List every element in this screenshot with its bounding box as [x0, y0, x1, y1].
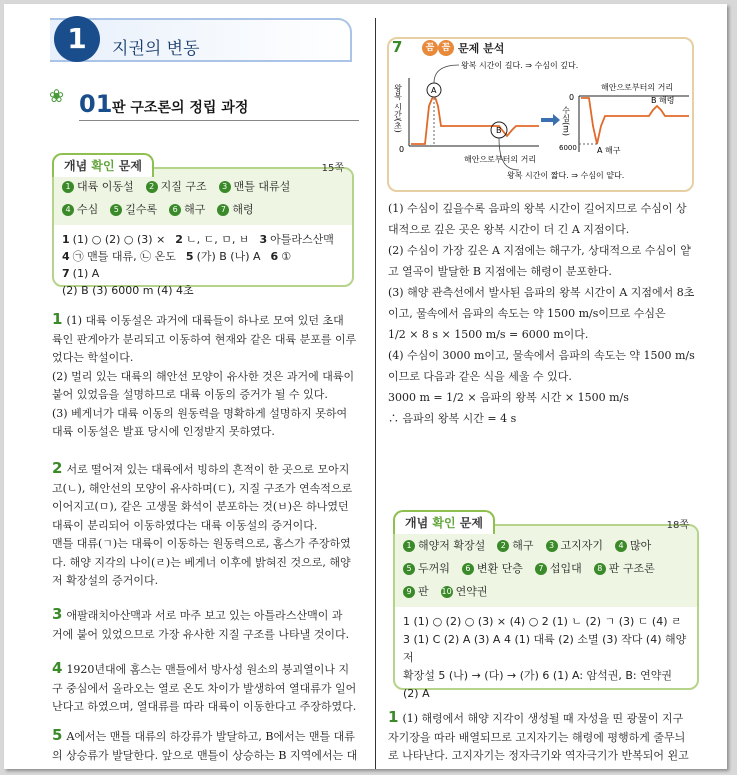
text-line [52, 405, 358, 424]
keyword-text: 연약권 [455, 585, 488, 598]
keyword-item [219, 178, 291, 194]
line-text: 서로 떨어져 있는 대륙에서 빙하의 흔적이 한 곳으로 모아지 [66, 463, 350, 476]
keyword-item [615, 537, 651, 553]
text-line [52, 331, 358, 350]
right-y-tick: 6000 [559, 144, 577, 152]
line-text: 고(ㄴ), 해안선의 모양이 유사하며(ㄷ), 지질 구조가 연속적으로 [52, 481, 353, 495]
line-text: 었다는 학설이다. [52, 351, 134, 364]
text-line [52, 517, 358, 536]
keyword-number: 2 [497, 540, 509, 552]
question-1-explanation [388, 708, 708, 766]
text-line [52, 605, 358, 626]
answer-item [62, 248, 176, 265]
answer-explanation [52, 605, 358, 644]
line-text: 저 확장설의 증거이다. [52, 574, 159, 587]
keyword-item [62, 178, 134, 194]
keyword-number: 1 [62, 181, 74, 193]
answer-explanation [52, 459, 358, 591]
text-line: 1/2 × 8 s × 1500 m/s = 6000 m이다. [388, 328, 589, 341]
question-number: 2 [52, 459, 63, 477]
question-number: 1 [52, 310, 63, 328]
keyword-number: 1 [403, 540, 415, 552]
keyword-number: 2 [146, 181, 158, 193]
answer-number: 7 [62, 267, 70, 280]
text-line [52, 554, 358, 573]
answer-list [54, 225, 352, 305]
text-line: (2) 수심이 가장 깊은 A 지점에는 해구가, 상대적으로 수심이 얕 [388, 244, 691, 257]
line-text: A에서는 맨틀 대류의 하강류가 발달하고, B에서는 맨틀 대류 [66, 730, 355, 743]
keyword-text: 해령 [232, 203, 254, 216]
keyword-number: 7 [217, 204, 229, 216]
keyword-item [535, 560, 582, 576]
question-number: 3 [52, 605, 63, 623]
text-line: 이므로 다음과 같은 식을 세울 수 있다. [388, 370, 572, 383]
text-line [388, 708, 708, 729]
keyword-list [395, 526, 697, 607]
text-line: 대적으로 깊은 곳은 왕복 시간이 더 긴 A 지점이다. [388, 223, 630, 236]
text-line [388, 747, 708, 766]
keyword-number: 4 [615, 540, 627, 552]
keyword-item [546, 537, 604, 553]
arrow-right-icon [541, 114, 560, 126]
answer-number: 2 [175, 233, 183, 246]
text-line: ∴ 음파의 왕복 시간 = 4 s [388, 412, 517, 425]
answer-item [62, 231, 165, 248]
tag-badge: 꼼 [422, 40, 438, 56]
keyword-number: 4 [62, 204, 74, 216]
keyword-item [217, 201, 253, 217]
keyword-text: 많아 [630, 539, 652, 552]
left-y-label: 왕복 시간(초) [393, 84, 403, 133]
keyword-number: 5 [110, 204, 122, 216]
left-curve [411, 94, 539, 144]
answer-text: (1) ○ (2) ○ (3) × [72, 233, 166, 246]
answer-explanation [52, 310, 358, 442]
question-number: 5 [52, 726, 63, 744]
trench-label: A 해구 [597, 146, 621, 155]
keyword-number: 6 [169, 204, 181, 216]
keyword-item [594, 560, 655, 576]
question-number: 4 [52, 659, 63, 677]
answer-line: (2) A [403, 687, 430, 700]
keyword-number: 3 [546, 540, 558, 552]
top-note-arrow [434, 65, 459, 83]
chapter-number: 1 [54, 16, 100, 62]
keyword-text: 고지자기 [560, 539, 604, 552]
answer-item [186, 248, 261, 265]
question-7-explanation [388, 198, 708, 429]
text-line [52, 659, 358, 680]
text-line [52, 535, 358, 554]
answer-list [395, 607, 697, 709]
keyword-number: 6 [462, 563, 474, 575]
text-line [52, 459, 358, 480]
text-line [52, 349, 358, 368]
keyword-number: 9 [403, 586, 415, 598]
answer-explanation [52, 659, 358, 717]
keyword-text: 두꺼워 [418, 562, 450, 575]
text-line [52, 726, 358, 747]
answer-line: (2) B (3) 6000 m (4) 4초 [62, 284, 194, 297]
line-text: 맨틀 대류(ㄱ)는 대륙이 이동하는 원동력으로, 홈스가 주장하였 [52, 537, 351, 550]
keyword-number: 10 [441, 587, 452, 596]
answer-text: 아틀라스산맥 [270, 233, 334, 246]
keyword-item [462, 560, 523, 576]
sonar-diagram [389, 56, 694, 191]
line-text: (1) 해령에서 해양 지각이 생성될 때 자성을 띤 광물이 지구 [402, 712, 684, 725]
line-text: 로 나타난다. 고지자기는 정자극기와 역자극기가 반복되어 왼고 [388, 749, 689, 762]
point-a-label: A [431, 86, 437, 95]
keyword-item [497, 537, 533, 553]
keyword-text: 판 [418, 585, 429, 598]
point-b-label: B [496, 126, 502, 135]
analysis-label: 문제 분석 [458, 42, 505, 55]
reference-page: 18쪽 [666, 520, 689, 531]
line-text: (1) 대륙 이동설은 과거에 대륙들이 하나로 모여 있던 초대 [66, 314, 344, 327]
text-line [52, 572, 358, 591]
keyword-text: 해구 [512, 539, 534, 552]
keyword-text: 해구 [184, 203, 206, 216]
text-line: 이고, 물속에서 음파의 속도는 약 1500 m/s이므로 수심은 [388, 307, 666, 320]
question-7-number: 7 [392, 38, 403, 56]
keyword-number: 8 [594, 563, 606, 575]
answer-text: ① [281, 250, 292, 263]
text-line: 고 열곡이 발달한 B 지점에는 해령이 분포한다. [388, 265, 612, 278]
keyword-item [441, 583, 488, 599]
text-line [52, 698, 358, 717]
answer-text: (1) A [72, 267, 100, 280]
ridge-label: B 해령 [651, 96, 675, 105]
text-line [52, 498, 358, 517]
line-text: 거에 붙어 있었으므로 가장 유사한 지질 구조를 나타낼 것이다. [52, 627, 350, 641]
right-y-label: 수심(m) [561, 106, 571, 137]
answer-number: 1 [62, 233, 70, 246]
text-line [52, 386, 358, 405]
text-line [52, 368, 358, 387]
answer-item [175, 231, 249, 248]
answer-line: 확장설 5 (나) → (다) → (가) 6 (1) A: 암석권, B: 연약권 [403, 669, 673, 682]
text-line: (4) 수심이 3000 m이고, 물속에서 음파의 속도는 약 1500 m/s [388, 349, 695, 362]
line-text: 애팔래치아산맥과 서로 마주 보고 있는 아틀라스산맥이 과 [66, 609, 343, 622]
text-line [52, 480, 358, 499]
keyword-item [403, 583, 429, 599]
answer-text: ㄴ, ㄷ, ㅁ, ㅂ [185, 233, 250, 246]
concept-check-box-1 [52, 159, 354, 297]
line-text: 자기장을 따라 배열되므로 고지자기는 해령에 평행하게 줄무늬 [388, 730, 686, 744]
line-text: 대륙 이동설은 발표 당시에 인정받지 못하였다. [52, 425, 275, 438]
answer-line: 1 (1) ○ (2) ○ (3) × (4) ○ 2 (1) ㄴ (2) ㄱ (3) ㄷ (4) ㄹ [403, 615, 682, 628]
line-text: 구 중심에서 올라오는 열로 온도 차이가 발생하여 열대류가 일어 [52, 681, 357, 695]
section-underline [79, 120, 359, 121]
keyword-number: 7 [535, 563, 547, 575]
line-text: 다. 해양 지각의 나이(ㄹ)는 베게너 이후에 밝혀진 것으로, 해양 [52, 555, 351, 569]
text-line [388, 729, 708, 748]
text-line [52, 680, 358, 699]
sprout-icon: ❀ [49, 86, 65, 107]
text-line [52, 626, 358, 645]
line-text: 대륙이 분리되어 이동하였다는 대륙 이동설의 증거이다. [52, 518, 318, 532]
keyword-item [403, 537, 485, 553]
concept-box-tab: 개념 확인 문제 [52, 153, 154, 177]
document-page [4, 4, 727, 769]
keyword-text: 섭입대 [549, 562, 582, 575]
answer-explanation [52, 726, 358, 765]
keyword-item [62, 201, 98, 217]
keyword-text: 맨틀 대류설 [233, 180, 291, 193]
bottom-note: 왕복 시간이 짧다. ⇒ 수심이 얕다. [507, 171, 625, 180]
keyword-text: 해양저 확장설 [418, 539, 486, 552]
tag-badge: 꼼 [438, 40, 454, 56]
keyword-text: 지질 구조 [160, 180, 207, 193]
chapter-title: 지권의 변동 [112, 39, 200, 59]
top-note: 왕복 시간이 길다. ⇒ 수심이 깊다. [461, 61, 579, 70]
concept-check-box-2 [393, 516, 699, 700]
answer-item [271, 248, 292, 265]
answer-number: 4 [62, 250, 70, 263]
text-line: (1) 수심이 깊을수록 음파의 왕복 시간이 길어지므로 수심이 상 [388, 202, 687, 215]
answer-text: (가) B (나) A [196, 250, 261, 263]
keyword-text: 대륙 이동설 [77, 180, 134, 193]
keyword-item [146, 178, 207, 194]
concept-box-tab: 개념 확인 문제 [393, 510, 495, 534]
answer-number: 5 [185, 250, 194, 263]
line-text: (2) 멀리 있는 대륙의 해안선 모양이 유사한 것은 과거에 대륙이 [52, 369, 355, 383]
keyword-text: 변환 단층 [476, 562, 523, 575]
line-text: (3) 베게너가 대륙 이동의 원동력을 명확하게 설명하지 못하여 [52, 406, 348, 420]
line-text: 의 상승류가 발달한다. 앞으로 맨틀이 상승하는 B 지역에서는 대 [52, 748, 358, 762]
line-text: 1920년대에 홈스는 맨틀에서 방사성 원소의 붕괴열이나 지 [66, 663, 350, 676]
column-divider [375, 18, 376, 769]
text-line: (3) 해양 관측선에서 발사된 음파의 왕복 시간이 A 지점에서 8초 [388, 286, 695, 299]
text-line: 3000 m = 1/2 × 음파의 왕복 시간 × 1500 m/s [388, 391, 629, 404]
keyword-item [403, 560, 450, 576]
right-x-label: 해안으로부터의 거리 [601, 83, 674, 92]
line-text: 륙인 판게아가 분리되고 이동하여 현재와 같은 대륙 분포를 이루 [52, 332, 357, 346]
keyword-text: 판 구조론 [608, 562, 655, 575]
text-line [52, 423, 358, 442]
answer-item [62, 265, 99, 282]
keyword-item [110, 201, 157, 217]
reference-page: 15쪽 [321, 163, 344, 174]
text-line [52, 310, 358, 331]
answer-number: 3 [259, 233, 268, 246]
answer-text: ㉠ 맨틀 대류, ㉡ 온도 [72, 250, 176, 263]
right-origin: 0 [569, 93, 575, 102]
answer-item [259, 231, 333, 248]
section-title: 판 구조론의 정립 과정 [112, 100, 249, 116]
keyword-text: 수심 [77, 203, 99, 216]
bottom-note-arrow [499, 138, 519, 170]
left-x-label: 해안으로부터의 거리 [464, 155, 537, 164]
answer-line: 3 (1) C (2) A (3) A 4 (1) 대륙 (2) 소멸 (3) 작다 (4) 해양저 [403, 633, 687, 664]
keyword-number: 5 [403, 563, 415, 575]
keyword-item [169, 201, 205, 217]
section-number: 01 [79, 90, 113, 118]
keyword-number: 3 [219, 181, 231, 193]
line-text: 붙어 있었음을 설명하므로 대륙 이동의 증거가 될 수 있다. [52, 388, 328, 401]
answer-number: 6 [270, 250, 279, 263]
text-line [52, 747, 358, 766]
question-number: 1 [388, 708, 399, 726]
left-origin: 0 [399, 145, 405, 154]
keyword-text: 길수록 [125, 203, 158, 216]
line-text: 난다고 하였으며, 열대류를 따라 대륙이 이동한다고 주장하였다. [52, 700, 357, 713]
line-text: 이어지고(ㅁ), 같은 고생물 화석이 분포하는 것(ㅂ)은 하나였던 [52, 500, 349, 513]
keyword-list [54, 169, 352, 225]
